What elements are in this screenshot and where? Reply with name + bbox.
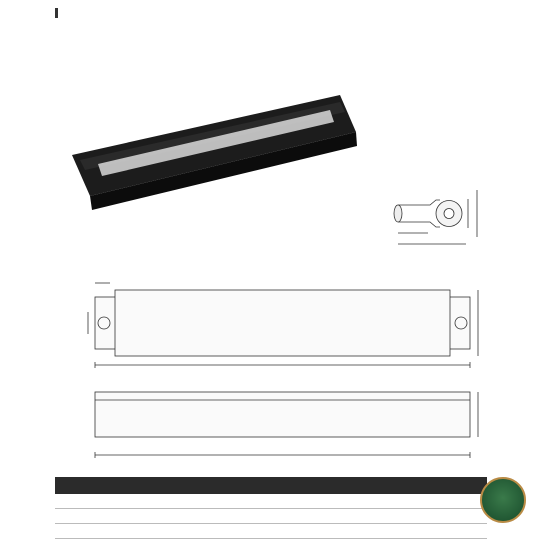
table-row	[55, 509, 487, 524]
header-model	[177, 477, 435, 494]
side-view-drawing	[95, 392, 478, 458]
row-label	[55, 494, 177, 509]
row-label	[55, 509, 177, 524]
header-item	[55, 477, 177, 494]
row-note	[435, 524, 487, 539]
ring-lug-drawing	[394, 190, 477, 244]
table-header-row	[55, 477, 487, 494]
row-value	[177, 509, 435, 524]
row-value	[177, 494, 435, 509]
table-row	[55, 524, 487, 539]
header-note	[435, 477, 487, 494]
row-value	[177, 524, 435, 539]
row-label	[55, 524, 177, 539]
spec-table	[55, 477, 487, 539]
brand-logo	[480, 477, 526, 523]
product-photo	[72, 95, 357, 210]
row-note	[435, 509, 487, 524]
top-view-drawing	[88, 283, 478, 368]
table-row	[55, 494, 487, 509]
